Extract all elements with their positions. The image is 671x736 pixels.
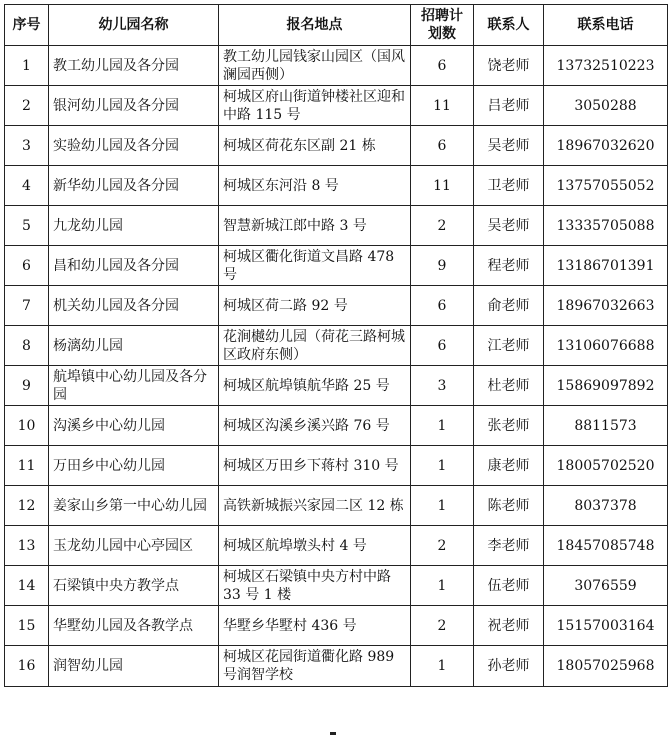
cell-contact: 程老师 bbox=[474, 246, 544, 286]
table-row bbox=[5, 126, 668, 166]
cell-name: 万田乡中心幼儿园 bbox=[49, 446, 219, 486]
cell-address: 柯城区荷花东区副 21 栋 bbox=[219, 126, 411, 166]
cell-contact: 李老师 bbox=[474, 526, 544, 566]
cell-address: 花涧樾幼儿园（荷花三路柯城区政府东侧） bbox=[219, 326, 411, 366]
cell-count: 1 bbox=[411, 486, 474, 526]
cell-name: 机关幼儿园及各分园 bbox=[49, 286, 219, 326]
cell-address: 柯城区航埠墩头村 4 号 bbox=[219, 526, 411, 566]
cell-name: 九龙幼儿园 bbox=[49, 206, 219, 246]
cell-count: 6 bbox=[411, 286, 474, 326]
cell-phone: 8811573 bbox=[544, 406, 668, 446]
cell-phone: 13106076688 bbox=[544, 326, 668, 366]
header-address: 报名地点 bbox=[219, 5, 411, 46]
cell-name: 实验幼儿园及各分园 bbox=[49, 126, 219, 166]
cell-count: 9 bbox=[411, 246, 474, 286]
cell-name: 沟溪乡中心幼儿园 bbox=[49, 406, 219, 446]
cell-name: 杨漓幼儿园 bbox=[49, 326, 219, 366]
cell-name: 新华幼儿园及各分园 bbox=[49, 166, 219, 206]
recruitment-table bbox=[4, 4, 668, 687]
cell-count: 11 bbox=[411, 86, 474, 126]
cell-count: 1 bbox=[411, 406, 474, 446]
cell-address: 柯城区东河沿 8 号 bbox=[219, 166, 411, 206]
cell-name: 石梁镇中央方教学点 bbox=[49, 566, 219, 606]
cell-phone: 13335705088 bbox=[544, 206, 668, 246]
table-body bbox=[5, 46, 668, 687]
table-row bbox=[5, 286, 668, 326]
cell-contact: 卫老师 bbox=[474, 166, 544, 206]
cell-count: 6 bbox=[411, 326, 474, 366]
cell-count: 6 bbox=[411, 46, 474, 86]
cell-name: 航埠镇中心幼儿园及各分园 bbox=[49, 366, 219, 406]
cell-index: 11 bbox=[5, 446, 49, 486]
cell-phone: 3076559 bbox=[544, 566, 668, 606]
cell-count: 2 bbox=[411, 206, 474, 246]
table-row bbox=[5, 406, 668, 446]
cell-count: 6 bbox=[411, 126, 474, 166]
cell-address: 柯城区沟溪乡溪兴路 76 号 bbox=[219, 406, 411, 446]
cell-name: 昌和幼儿园及各分园 bbox=[49, 246, 219, 286]
cell-contact: 伍老师 bbox=[474, 566, 544, 606]
cell-contact: 饶老师 bbox=[474, 46, 544, 86]
table-row bbox=[5, 486, 668, 526]
cell-index: 8 bbox=[5, 326, 49, 366]
cell-address: 柯城区府山街道钟楼社区迎和中路 115 号 bbox=[219, 86, 411, 126]
cell-contact: 杜老师 bbox=[474, 366, 544, 406]
cell-address: 柯城区航埠镇航华路 25 号 bbox=[219, 366, 411, 406]
cell-address: 柯城区石梁镇中央方村中路 33 号 1 楼 bbox=[219, 566, 411, 606]
cell-address: 柯城区衢化街道文昌路 478 号 bbox=[219, 246, 411, 286]
table-row bbox=[5, 446, 668, 486]
cell-phone: 18057025968 bbox=[544, 646, 668, 687]
cell-contact: 吕老师 bbox=[474, 86, 544, 126]
table-row bbox=[5, 366, 668, 406]
table-row bbox=[5, 606, 668, 646]
table-row bbox=[5, 526, 668, 566]
header-row bbox=[5, 5, 668, 46]
cell-index: 10 bbox=[5, 406, 49, 446]
cell-contact: 吴老师 bbox=[474, 206, 544, 246]
cell-contact: 俞老师 bbox=[474, 286, 544, 326]
header-index: 序号 bbox=[5, 5, 49, 46]
cell-index: 13 bbox=[5, 526, 49, 566]
cell-address: 华墅乡华墅村 436 号 bbox=[219, 606, 411, 646]
cell-phone: 13757055052 bbox=[544, 166, 668, 206]
table-row bbox=[5, 646, 668, 687]
cell-count: 1 bbox=[411, 446, 474, 486]
cell-contact: 陈老师 bbox=[474, 486, 544, 526]
cell-index: 7 bbox=[5, 286, 49, 326]
cell-phone: 15157003164 bbox=[544, 606, 668, 646]
cell-index: 16 bbox=[5, 646, 49, 687]
cell-count: 2 bbox=[411, 526, 474, 566]
cell-name: 润智幼儿园 bbox=[49, 646, 219, 687]
cell-contact: 吴老师 bbox=[474, 126, 544, 166]
cell-phone: 18967032620 bbox=[544, 126, 668, 166]
cell-address: 柯城区花园街道衢化路 989 号润智学校 bbox=[219, 646, 411, 687]
cell-address: 智慧新城江郎中路 3 号 bbox=[219, 206, 411, 246]
cell-phone: 3050288 bbox=[544, 86, 668, 126]
cell-phone: 15869097892 bbox=[544, 366, 668, 406]
cell-address: 柯城区万田乡下蒋村 310 号 bbox=[219, 446, 411, 486]
cell-count: 1 bbox=[411, 566, 474, 606]
table-row bbox=[5, 326, 668, 366]
cell-phone: 18005702520 bbox=[544, 446, 668, 486]
cell-index: 2 bbox=[5, 86, 49, 126]
cell-name: 玉龙幼儿园中心亭园区 bbox=[49, 526, 219, 566]
cell-index: 5 bbox=[5, 206, 49, 246]
cell-count: 11 bbox=[411, 166, 474, 206]
cell-address: 教工幼儿园钱家山园区（国风澜园西侧） bbox=[219, 46, 411, 86]
cell-index: 6 bbox=[5, 246, 49, 286]
cell-contact: 江老师 bbox=[474, 326, 544, 366]
cell-index: 12 bbox=[5, 486, 49, 526]
header-count: 招聘计划数 bbox=[411, 5, 474, 46]
table-row bbox=[5, 566, 668, 606]
cell-address: 高铁新城振兴家园二区 12 栋 bbox=[219, 486, 411, 526]
header-contact: 联系人 bbox=[474, 5, 544, 46]
cell-index: 3 bbox=[5, 126, 49, 166]
cell-phone: 13186701391 bbox=[544, 246, 668, 286]
table-row bbox=[5, 206, 668, 246]
cell-count: 3 bbox=[411, 366, 474, 406]
cell-phone: 13732510223 bbox=[544, 46, 668, 86]
cell-phone: 8037378 bbox=[544, 486, 668, 526]
table-row bbox=[5, 46, 668, 86]
cell-contact: 祝老师 bbox=[474, 606, 544, 646]
cell-name: 银河幼儿园及各分园 bbox=[49, 86, 219, 126]
header-phone: 联系电话 bbox=[544, 5, 668, 46]
cell-contact: 孙老师 bbox=[474, 646, 544, 687]
cell-count: 2 bbox=[411, 606, 474, 646]
cell-index: 4 bbox=[5, 166, 49, 206]
cell-index: 15 bbox=[5, 606, 49, 646]
cell-contact: 康老师 bbox=[474, 446, 544, 486]
cell-index: 14 bbox=[5, 566, 49, 606]
page-mark bbox=[330, 732, 336, 735]
table-row bbox=[5, 246, 668, 286]
cell-address: 柯城区荷二路 92 号 bbox=[219, 286, 411, 326]
header-name: 幼儿园名称 bbox=[49, 5, 219, 46]
cell-contact: 张老师 bbox=[474, 406, 544, 446]
cell-name: 教工幼儿园及各分园 bbox=[49, 46, 219, 86]
cell-name: 姜家山乡第一中心幼儿园 bbox=[49, 486, 219, 526]
cell-name: 华墅幼儿园及各教学点 bbox=[49, 606, 219, 646]
cell-phone: 18457085748 bbox=[544, 526, 668, 566]
cell-index: 1 bbox=[5, 46, 49, 86]
cell-phone: 18967032663 bbox=[544, 286, 668, 326]
table-row bbox=[5, 86, 668, 126]
table-row bbox=[5, 166, 668, 206]
cell-count: 1 bbox=[411, 646, 474, 687]
cell-index: 9 bbox=[5, 366, 49, 406]
